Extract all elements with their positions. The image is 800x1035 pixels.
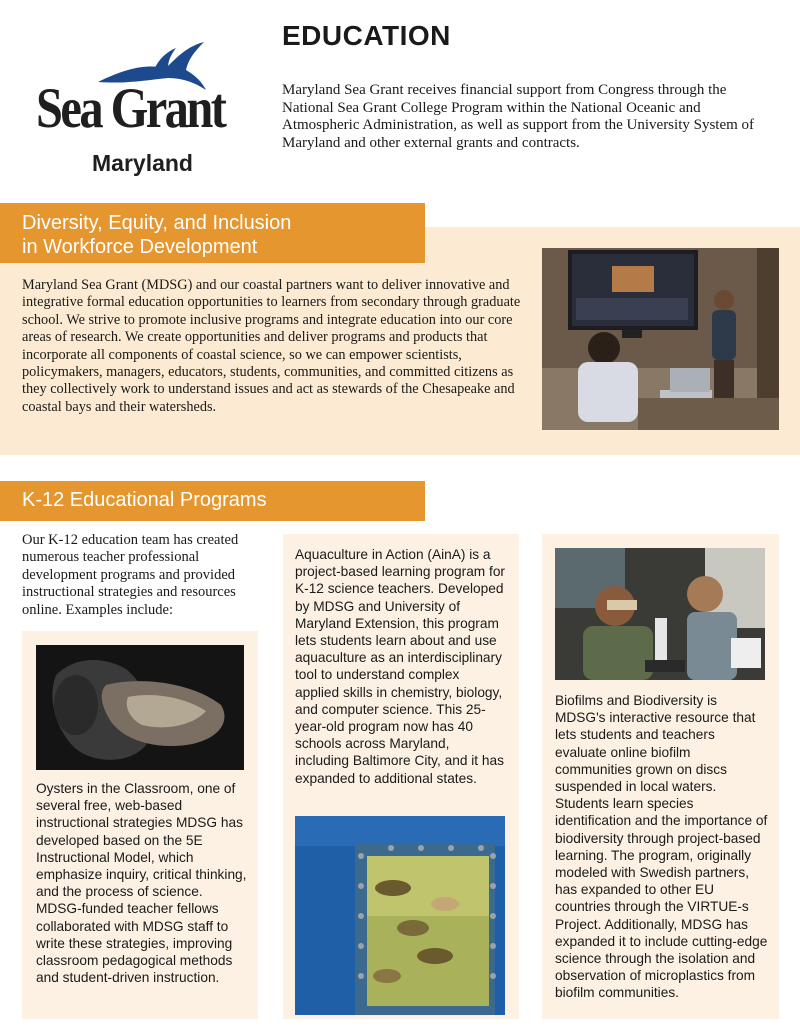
dei-body-text: Maryland Sea Grant (MDSG) and our coastal partners want to deliver innovative and integrative formal education opportunities to learners from secondary through graduate school. We strive to promote inclusive programs and integrate education into our core areas of research. We create opportunities and deliver programs and products that incorporate all components of coastal science, so we can empower scientists, policymakers, managers, educators, students, communities, and committed citizens as they collectively work to understand issues and act as stewards of the Chesapeake and coastal bays and their watersheds. [22, 277, 521, 415]
dei-title-line2: in Workforce Development [22, 236, 258, 258]
k12-section-title: K-12 Educational Programs [22, 489, 267, 511]
k12-intro-text: Our K-12 education team has created numerous teacher professional development programs and provided instructional strategies and resources online. Examples include: [22, 532, 239, 618]
oysters-description: Oysters in the Classroom, one of several free, web-based instructional strategies MDSG has developed based on the 5E Instructional Model, which emphasize inquiry, critical thinking, and the process of science. MDSG-funded teacher fellows collaborated with MDSG staff to write these strategies, improving classroom pedagogical methods and student-driven instruction. [36, 781, 247, 986]
logo-subtitle: Maryland [92, 150, 193, 176]
lab-photo [542, 248, 779, 430]
dei-title-line1: Diversity, Equity, and Inclusion [22, 212, 292, 234]
logo-wordmark: Sea Grant [36, 77, 225, 140]
intro-paragraph: Maryland Sea Grant receives financial support from Congress through the National Sea Grant College Program within the National Oceanic and Atmospheric Administration, as well as support from the University System of Maryland and other external grants and contracts. [282, 82, 755, 151]
page-title: EDUCATION [282, 20, 451, 51]
microscope-photo [555, 548, 765, 680]
fish-tank-photo [295, 816, 505, 1015]
aina-description: Aquaculture in Action (AinA) is a project-based learning program for K-12 science teachers. Developed by MDSG and University of Maryland Extension, this program lets students learn about and use aquaculture as an interdisciplinary tool to understand complex applied skills in chemistry, biology, and computer science. This 25-year-old program now has 40 schools across Maryland, including Baltimore City, and it has expanded to additional states. [295, 547, 505, 786]
oyster-photo [36, 645, 244, 770]
dei-section-title [22, 211, 422, 259]
biofilms-description: Biofilms and Biodiversity is MDSG's interactive resource that lets students and teachers evaluate online biofilm communities grown on discs suspended in local waters. Students learn species identification and the importance of biodiversity through project-based learning. The program, originally modeled with Swedish partners, has expanded to other EU countries through the VIRTUE-s Project. Additionally, MDSG has expanded it to include cutting-edge science through the isolation and observation of microplastics from biofilm communities. [555, 693, 768, 1001]
